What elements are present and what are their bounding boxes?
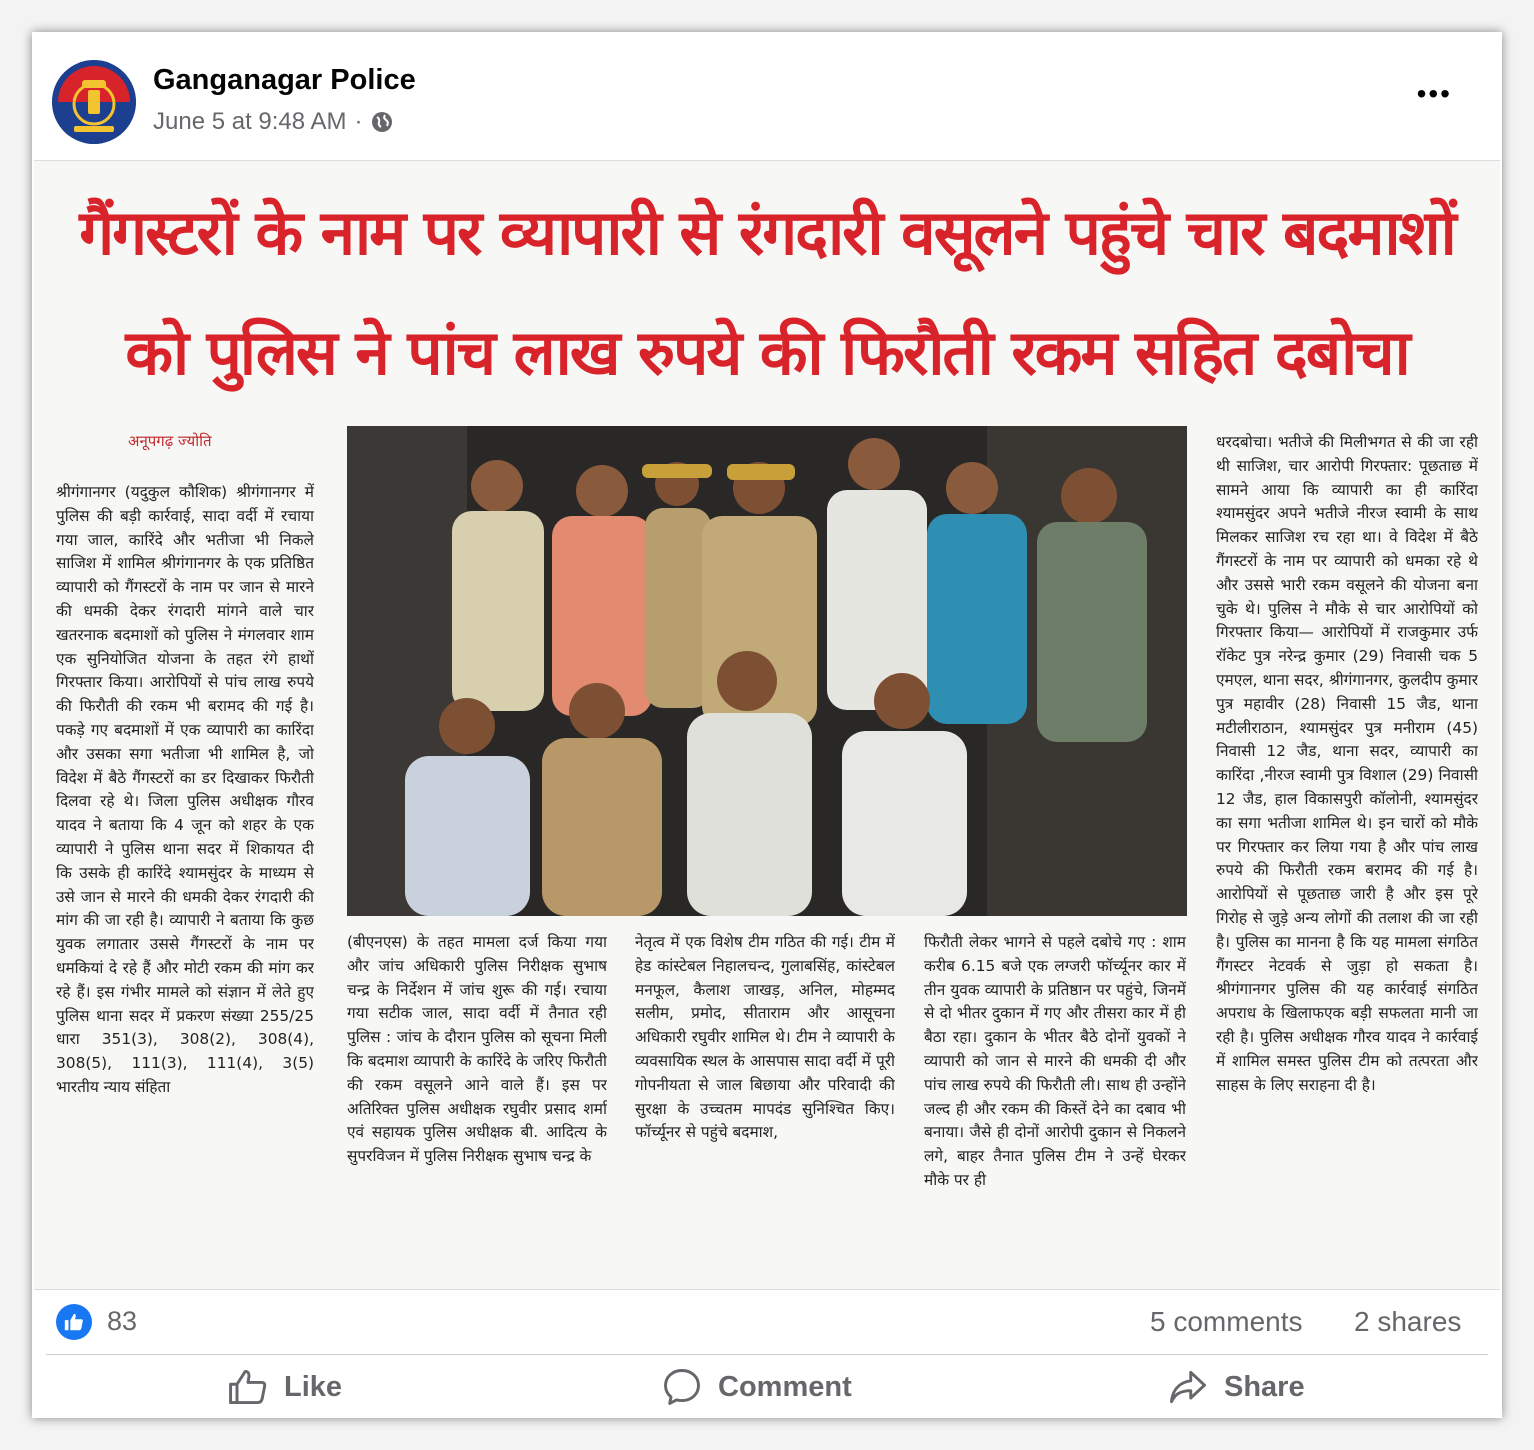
article-column-3: [635, 931, 895, 1281]
facebook-post-card: [32, 32, 1502, 1418]
article-column-2: [347, 931, 607, 1281]
column-4-text: फिरौती लेकर भागने से पहले दबोचे गए : शाम करीब 6.15 बजे एक लग्जरी फॉर्च्यूनर कार में तीन युवक व्यापारी के प्रतिष्ठान पर पहुंचे, जिनमें से दो भीतर दुकान में गए और तीसरा कार में ही बैठा रहा। दुकान के भीतर बैठे दोनों युवकों ने व्यापारी को जान से मारने की धमकी दी और पांच लाख रुपये की फिरौती ली। साथ ही उन्होंने जल्द ही और रकम की किस्तें देने का दबाव भी बनाया। जैसे ही दोनों आरोपी दुकान से निकलने लगे, बाहर तैनात पुलिस टीम ने उन्हें घेरकर मौके पर ही: [924, 933, 1186, 1189]
post-actions-bar: [46, 1354, 1488, 1419]
globe-icon[interactable]: [370, 110, 394, 134]
headline-line-2: को पुलिस ने पांच लाख रुपये की फिरौती रकम सहित दबोचा: [125, 316, 1409, 389]
share-label: Share: [1224, 1370, 1305, 1403]
post-header: [32, 32, 1502, 160]
news-photo: [347, 426, 1187, 916]
article-column-1: [56, 481, 314, 1281]
like-button[interactable]: [226, 1365, 342, 1409]
post-meta: [153, 108, 394, 136]
comment-button[interactable]: [660, 1365, 852, 1409]
headline-line-1: गैंगस्टरों के नाम पर व्यापारी से रंगदारी वसूलने पहुंचे चार बदमाशों: [79, 196, 1455, 269]
thumbs-up-icon[interactable]: [56, 1304, 92, 1340]
more-options-icon[interactable]: •••: [1416, 78, 1452, 109]
meta-separator: ·: [354, 108, 363, 135]
comment-icon: [660, 1365, 704, 1409]
byline: अनूपगढ़ ज्योति: [128, 432, 212, 450]
page-avatar[interactable]: [52, 60, 136, 144]
column-1-text: श्रीगंगानगर (यदुकुल कौशिक) श्रीगंगानगर में पुलिस की बड़ी कार्रवाई, सादा वर्दी में रचाया गया जाल, कारिंदे और भतीजा भी निकले साजिश में शामिल श्रीगंगानगर के एक प्रतिष्ठित व्यापारी को गैंगस्टरों के नाम पर जान से मारने की धमकी देकर रंगदारी मांगने वाले चार खतरनाक बदमाशों को पुलिस ने मंगलवार शाम एक सुनियोजित योजना के तहत रंगे हाथों गिरफ्तार किया। आरोपियों से पांच लाख रुपये की फिरौती की रकम भी बरामद की गई है। पकड़े गए बदमाशों में एक व्यापारी का कारिंदा और उसका सगा भतीजा भी शामिल है, जो विदेश में बैठे गैंगस्टरों का डर दिखाकर फिरौती दिलवा रहे थे। जिला पुलिस अधीक्षक गौरव यादव ने बताया कि 4 जून को शहर के एक व्यापारी ने पुलिस थाना सदर में शिकायत दी कि उसके ही कारिंदे श्यामसुंदर के माध्यम से उसे जान से मारने की धमकी देकर रंगदारी की मांग की जा रही है। व्यापारी ने बताया कि कुछ युवक लगातार उससे गैंगस्टरों के नाम पर धमकियां दे रहे हैं और मोटी रकम की मांग कर रहे हैं। इस गंभीर मामले को संज्ञान में लेते हुए पुलिस थाना सदर में प्रकरण संख्या 255/25 धारा 351(3), 308(2), 308(4), 308(5), 111(3), 111(4), 3(5) भारतीय न्याय संहिता: [56, 483, 314, 1096]
like-label: Like: [284, 1370, 343, 1403]
group-photo-illustration: [347, 426, 1187, 916]
like-count[interactable]: 83: [107, 1306, 138, 1336]
article-column-4: [924, 931, 1186, 1281]
article-column-5: [1216, 431, 1478, 1281]
reactions-bar: [32, 1288, 1502, 1354]
comment-label: Comment: [718, 1370, 852, 1403]
shares-count[interactable]: 2 shares: [1354, 1306, 1462, 1337]
thumbs-up-glyph-icon: [63, 1311, 85, 1333]
comments-count[interactable]: 5 comments: [1150, 1306, 1303, 1337]
column-5-text: धरदबोचा। भतीजे की मिलीभगत से की जा रही थी साजिश, चार आरोपी गिरफ्तार: पूछताछ में सामने आया कि व्यापारी का ही कारिंदा श्यामसुंदर अपने भतीजे नीरज स्वामी के साथ मिलकर साजिश रच रहा था। वे विदेश में बैठे गैंगस्टरों के नाम पर व्यापारी को धमका रहे थे और उससे भारी रकम वसूलने की योजना बना चुके थे। पुलिस ने मौके से चार आरोपियों को गिरफ्तार किया— आरोपियों में राजकुमार उर्फ रॉकेट पुत्र नरेन्द्र कुमार (29) निवासी चक 5 एमएल, थाना सदर, श्रीगंगानगर, कुलदीप कुमार पुत्र महावीर (28) निवासी 15 जैड, थाना मटीलीराठान, श्यामसुंदर पुत्र मनीराम (45) निवासी 12 जैड, थाना सदर, व्यापारी का कारिंदा ,नीरज स्वामी पुत्र विशाल (29) निवासी 12 जैड, हाल विकासपुरी कॉलोनी, श्यामसुंदर का सगा भतीजा शामिल थे। इन चारों को मौके पर गिरफ्तार कर लिया गया है और पांच लाख रुपये की फिरौती रकम बरामद की गई है। आरोपियों से पूछताछ जारी है और इस पूरे गिरोह से जुड़े अन्य लोगों की तलाश की जा रही है। पुलिस का मानना है कि यह मामला संगठित गैंगस्टर नेटवर्क से जुड़ा हो सकता है। श्रीगंगानगर पुलिस की यह कार्रवाई संगठित अपराध के खिलाफएक बड़ी सफलता मानी जा रही है। पुलिस अधीक्षक गौरव यादव ने कार्रवाई में शामिल समस्त पुलिस टीम को तत्परता और साहस के लिए सराहना दी है।: [1216, 433, 1478, 1094]
share-button[interactable]: [1166, 1365, 1305, 1409]
newspaper-clipping-image[interactable]: [34, 160, 1500, 1290]
post-timestamp[interactable]: June 5 at 9:48 AM: [153, 108, 347, 135]
share-icon: [1166, 1365, 1210, 1409]
like-icon: [226, 1365, 270, 1409]
column-2-text: (बीएनएस) के तहत मामला दर्ज किया गया और जांच अधिकारी पुलिस निरीक्षक सुभाष चन्द्र के निर्देशन में जांच शुरू की गई। रचाया गया सटीक जाल, सादा वर्दी में तैनात रही पुलिस : जांच के दौरान पुलिस को सूचना मिली कि बदमाश व्यापारी के कारिंदे के जरिए फिरौती की रकम वसूलने आने वाले हैं। इस पर अतिरिक्त पुलिस अधीक्षक रघुवीर प्रसाद शर्मा एवं सहायक पुलिस अधीक्षक बी. आदित्य के सुपरविजन में पुलिस निरीक्षक सुभाष चन्द्र के: [347, 933, 607, 1166]
column-3-text: नेतृत्व में एक विशेष टीम गठित की गई। टीम में हेड कांस्टेबल निहालचन्द, गुलाबसिंह, कांस्टेबल मनफूल, कैलाश जाखड़, अनिल, मोहम्मद सलीम, प्रमोद, सीताराम और आसूचना अधिकारी रघुवीर शामिल थे। टीम ने व्यापारी के व्यवसायिक स्थल के आसपास सादा वर्दी में पूरी गोपनीयता से जाल बिछाया और परिवादी की सुरक्षा के उच्चतम मापदंड सुनिश्चित किए। फॉर्च्यूनर से पहुंचे बदमाश,: [635, 933, 895, 1142]
police-emblem-icon: [52, 60, 136, 144]
page-name[interactable]: Ganganagar Police: [153, 64, 416, 96]
